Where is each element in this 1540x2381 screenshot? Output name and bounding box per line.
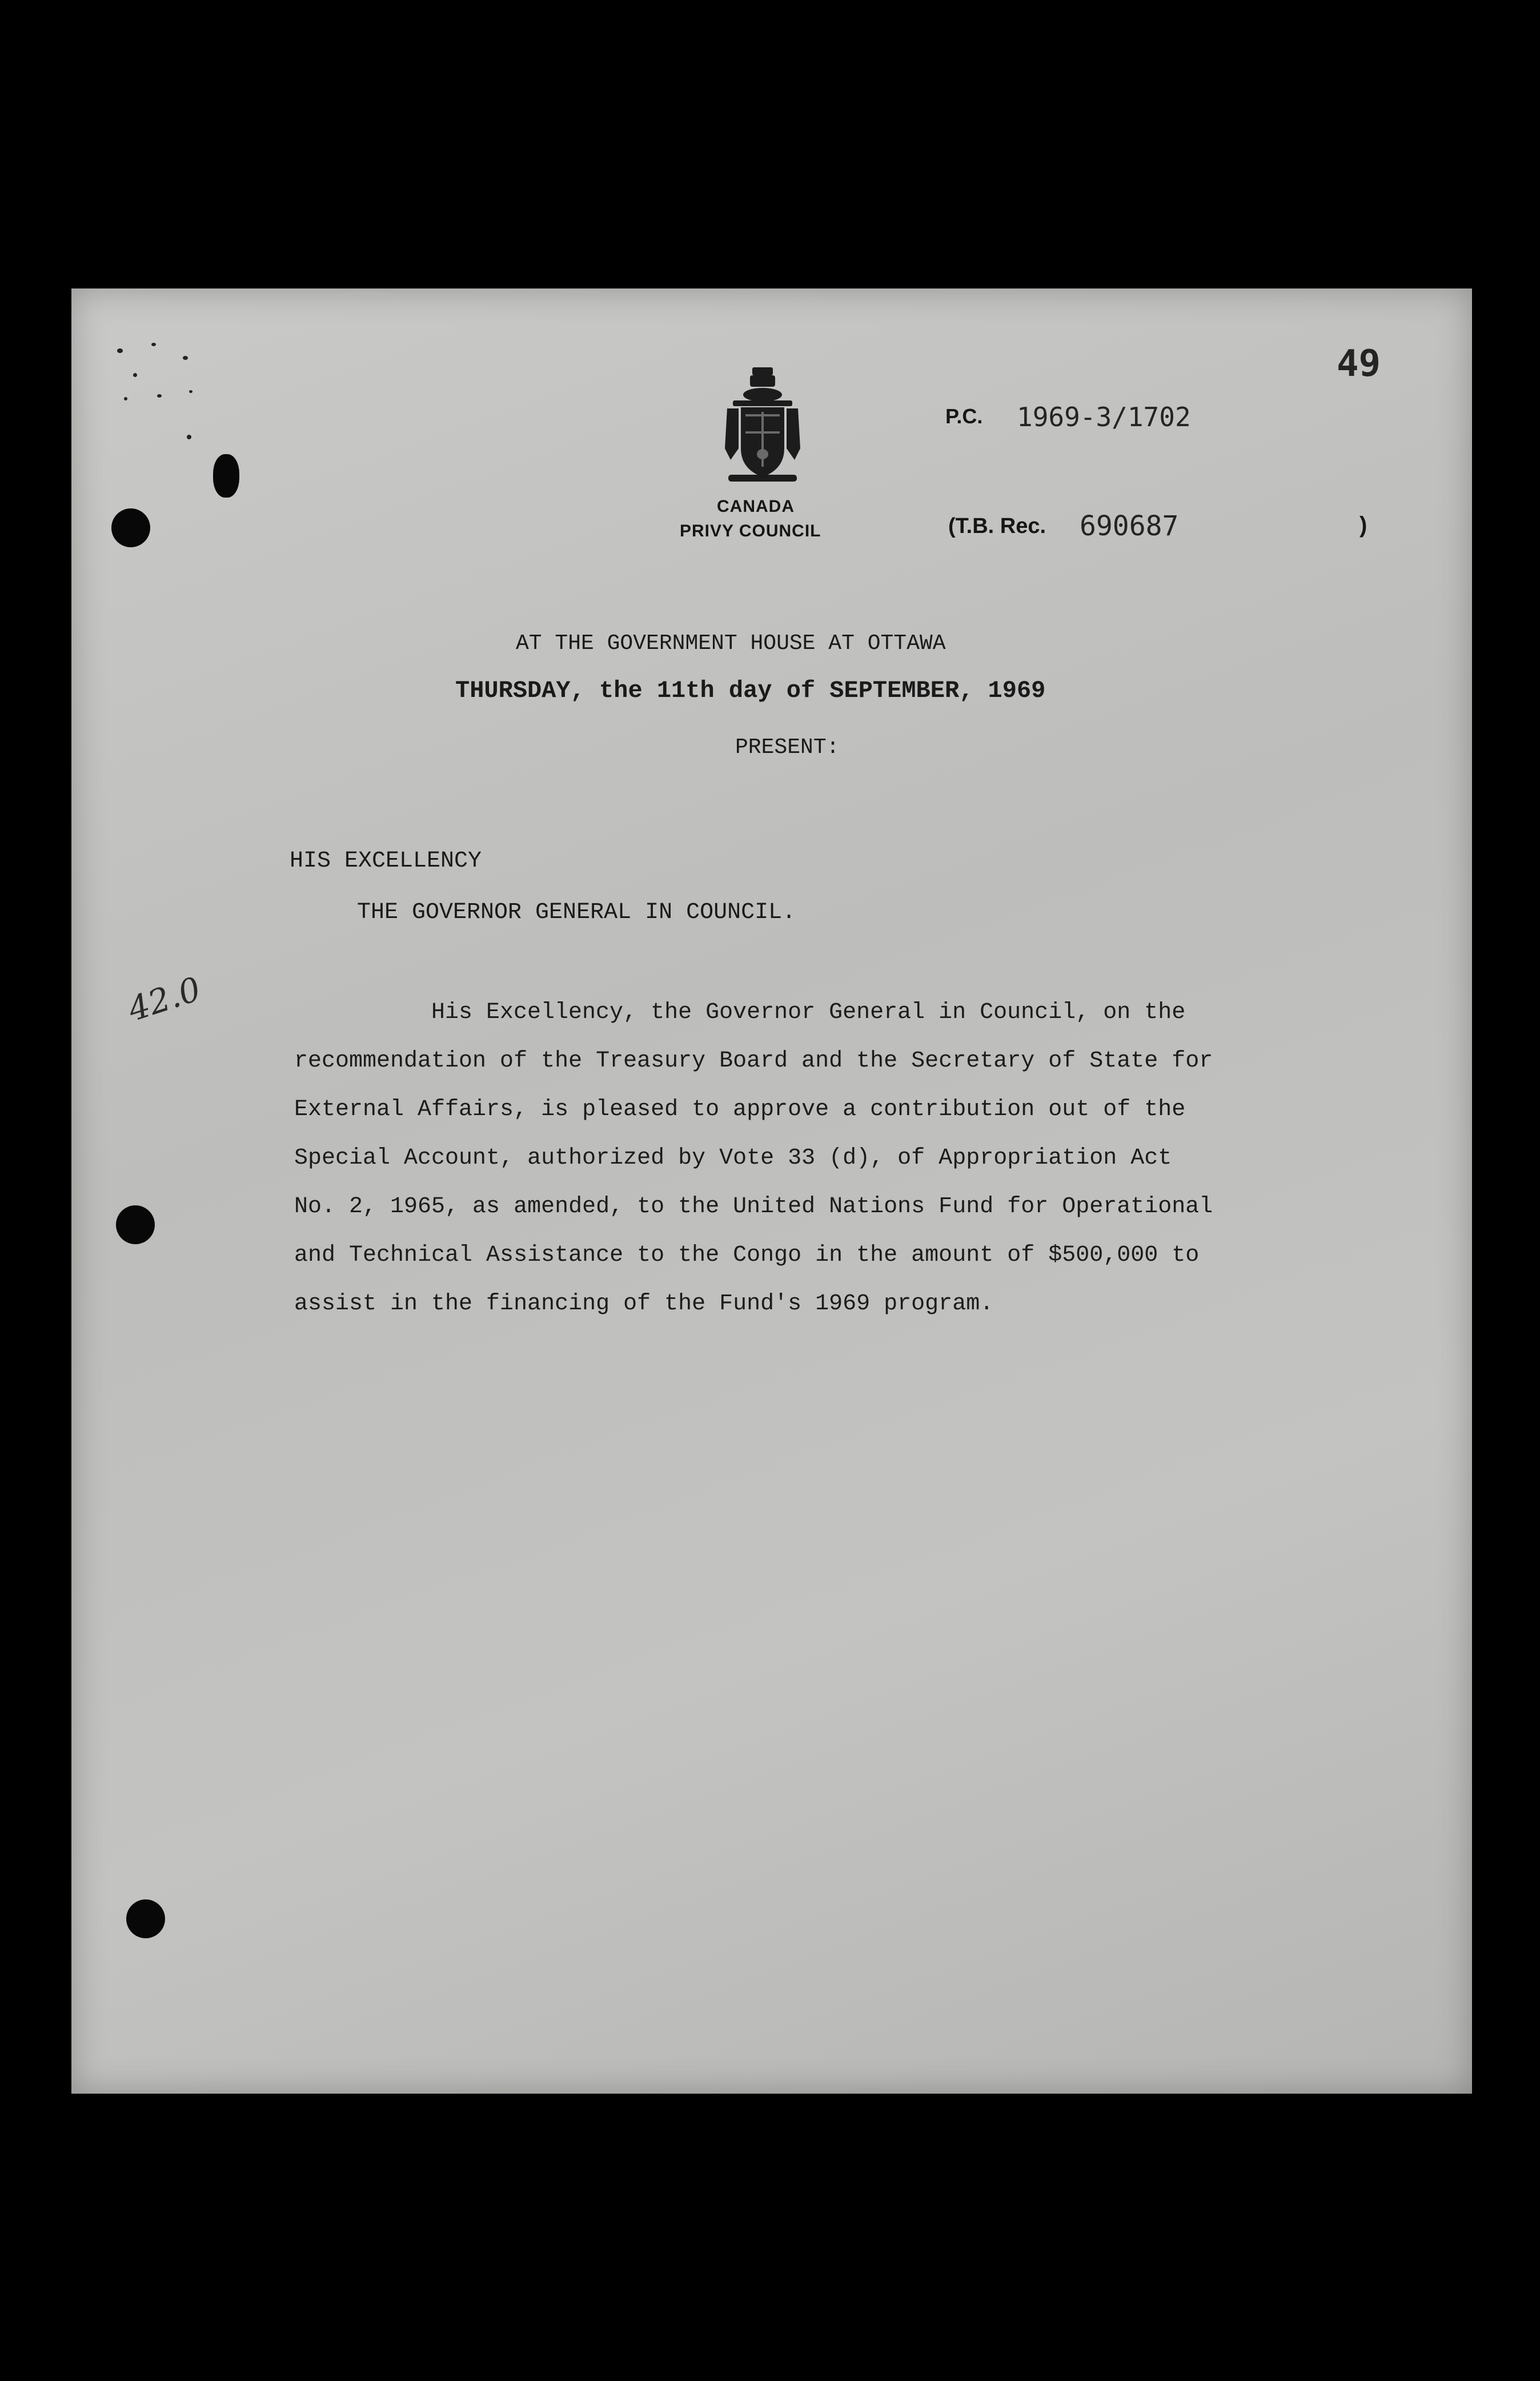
org-name-canada: CANADA: [717, 497, 795, 516]
present-label: PRESENT:: [735, 735, 840, 760]
body-line-4: Special Account, authorized by Vote 33 (d), of Appropriation Act: [294, 1145, 1172, 1171]
ink-speck: [117, 348, 123, 353]
ink-speck: [133, 373, 137, 377]
pc-number: 1969-3/1702: [1017, 402, 1191, 432]
ink-speck: [151, 343, 156, 346]
body-line-6: and Technical Assistance to the Congo in the amount of $500,000 to: [294, 1242, 1200, 1268]
punch-hole-small: [213, 454, 239, 498]
punch-hole-middle: [116, 1205, 155, 1244]
org-name-privy-council: PRIVY COUNCIL: [680, 522, 821, 540]
tb-rec-close: ): [1359, 512, 1367, 538]
place-line: AT THE GOVERNMENT HOUSE AT OTTAWA: [516, 631, 946, 656]
page-number: 49: [1337, 343, 1381, 385]
margin-annotation: 42.0: [123, 969, 206, 1029]
ink-speck: [187, 435, 191, 439]
body-line-1: His Excellency, the Governor General in Council, on the: [431, 1000, 1186, 1025]
coat-of-arms-icon: [717, 363, 808, 488]
ink-speck: [124, 397, 127, 400]
ink-speck: [183, 356, 188, 360]
body-line-3: External Affairs, is pleased to approve a contribution out of the: [294, 1097, 1186, 1123]
punch-hole-top: [111, 508, 150, 547]
document-page: [71, 288, 1472, 2094]
ink-speck: [157, 394, 162, 398]
tb-rec-label: (T.B. Rec.: [948, 514, 1046, 538]
tb-rec-number: 690687: [1080, 510, 1179, 542]
body-line-5: No. 2, 1965, as amended, to the United Nations Fund for Operational: [294, 1194, 1213, 1220]
date-line: THURSDAY, the 11th day of SEPTEMBER, 1969: [455, 677, 1046, 704]
addressee-line-2: THE GOVERNOR GENERAL IN COUNCIL.: [357, 900, 796, 925]
addressee-line-1: HIS EXCELLENCY: [290, 848, 482, 874]
punch-hole-bottom: [126, 1899, 165, 1938]
pc-label: P.C.: [945, 404, 983, 428]
ink-speck: [189, 390, 192, 393]
body-line-2: recommendation of the Treasury Board and the Secretary of State for: [294, 1048, 1213, 1074]
body-line-7: assist in the financing of the Fund's 1969 program.: [294, 1291, 994, 1317]
